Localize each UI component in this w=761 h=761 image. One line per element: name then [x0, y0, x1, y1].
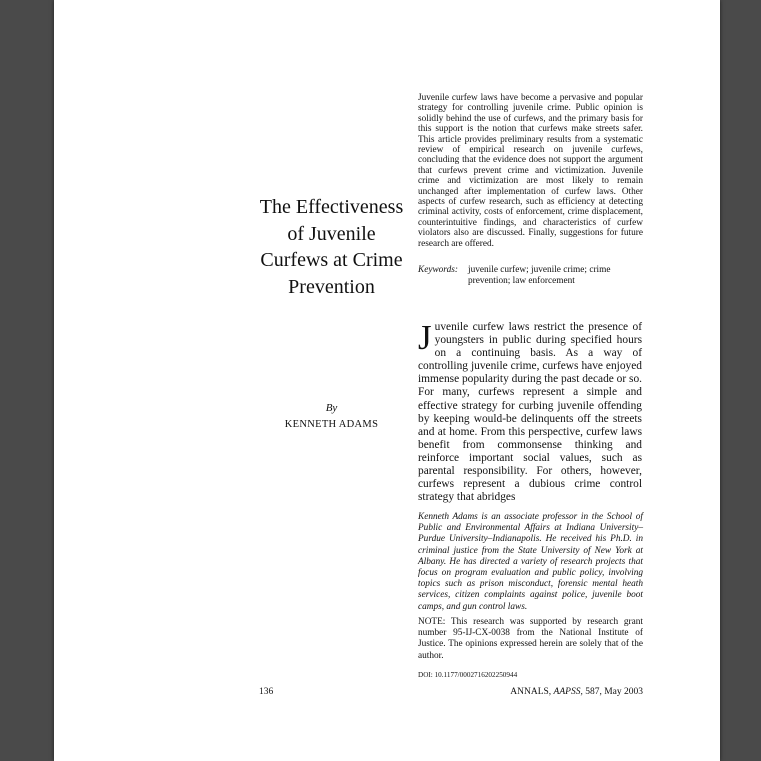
author-name: KENNETH ADAMS [284, 419, 379, 430]
author-bio: Kenneth Adams is an associate professor in the School of Public and Environmental Affairs at Indiana University–Purdue University–Indianapolis. He received his Ph.D. in criminal justice from the State University of New York at Albany. He has directed a variety of research projects that focus on program evaluation and public policy, involving topics such as prison misconduct, forensic mental heath services, citizen complaints against police, juvenile boot camps, and gun control laws. [418, 512, 643, 612]
keywords [418, 265, 643, 287]
journal-prefix: ANNALS, [510, 687, 552, 697]
journal-suffix: 587, May 2003 [585, 687, 643, 697]
journal-abbrev: AAPSS, [553, 687, 583, 697]
doi: DOI: 10.1177/0002716202250944 [418, 671, 518, 679]
page-number: 136 [259, 687, 274, 697]
body-paragraph [418, 318, 642, 504]
abstract: Juvenile curfew laws have become a pervasive and popular strategy for controlling juvenile crime. Public opinion is solidly behind the use of curfews, and the primary basis for this support is the notion that curfews make streets safer. This article provides preliminary results from a systematic review of empirical research on juvenile curfews, concluding that the evidence does not support the argument that curfews prevent crime and victimization. Juvenile crime and victimization are most likely to remain unchanged after implementation of curfew laws. Other aspects of curfew research, such as efficiency at detecting criminal activity, costs of enforcement, crime displacement, counterintuitive findings, and characteristics of curfew violators also are discussed. Finally, suggestions for future research are offered. [418, 93, 643, 249]
body-text: uvenile curfew laws restrict the presence of youngsters in public during specified hours on a continuing basis. As a way of controlling juvenile crime, curfews have enjoyed immense popularity during the past decade or so. For many, curfews represent a simple and effective strategy for curbing juvenile offending by keeping would-be delinquents off the streets and at home. From this perspective, curfew laws benefit from commonsense thinking and reinforce important social values, such as parental responsibility. For others, however, curfews represent a dubious crime control strategy that abridges [418, 321, 642, 504]
keywords-label: Keywords: [418, 265, 458, 275]
byline: By [325, 402, 338, 414]
article-title: The Effectiveness of Juvenile Curfews at Crime Prevention [259, 196, 404, 298]
journal-citation [434, 687, 643, 697]
drop-cap: J [418, 318, 432, 357]
funding-note: NOTE: This research was supported by research grant number 95-IJ-CX-0038 from the National Institute of Justice. The opinions expressed herein are solely that of the author. [418, 617, 643, 661]
keywords-text: juvenile curfew; juvenile crime; crime prevention; law enforcement [468, 265, 611, 286]
document-page [54, 0, 720, 761]
